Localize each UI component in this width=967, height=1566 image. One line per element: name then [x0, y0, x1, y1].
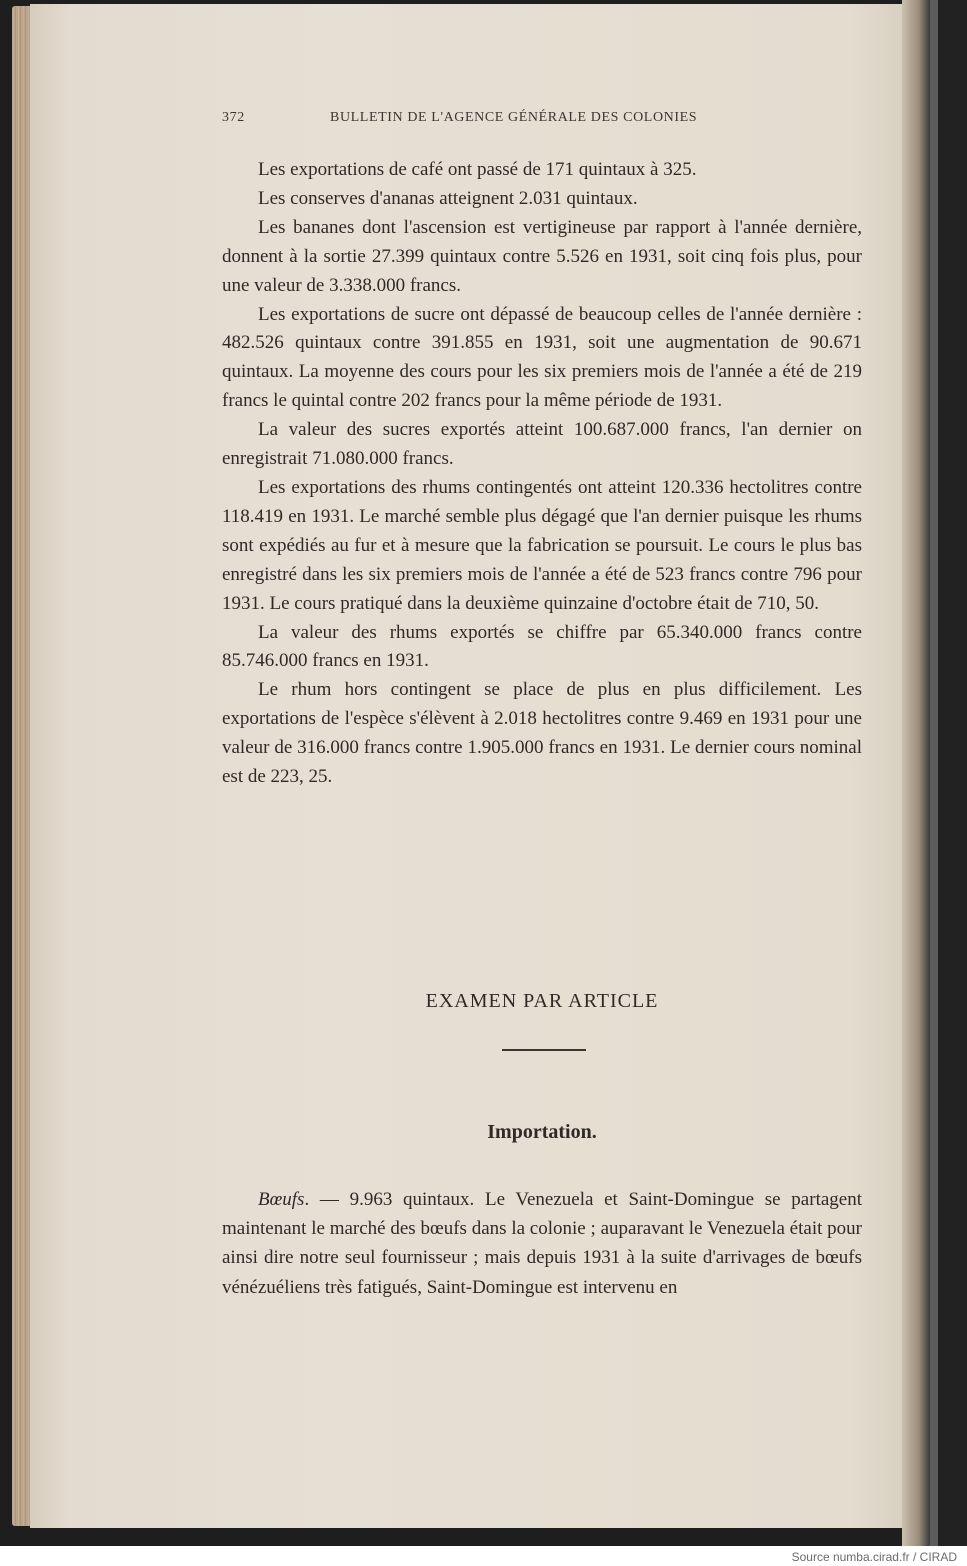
book-gutter: [902, 0, 930, 1546]
scanner-border: [930, 0, 967, 1546]
paragraph-cafe: Les exportations de café ont passé de 171 quintaux à 325.: [258, 159, 697, 180]
section-rule: [502, 1049, 586, 1051]
section-title: EXAMEN PAR ARTICLE: [425, 990, 659, 1012]
paragraph-valeur-rhums: La valeur des rhums exportés se chiffre par 65.340.000 francs contre 85.746.000 francs en 1931.: [222, 621, 862, 672]
running-title: BULLETIN DE L'AGENCE GÉNÉRALE DES COLONIES: [330, 110, 698, 125]
paragraph-valeur-sucres: La valeur des sucres exportés atteint 100.687.000 francs, l'an dernier on enregistrait 71.080.000 francs.: [222, 419, 862, 470]
page-number: 372: [222, 110, 245, 125]
paragraph-sucre: Les exportations de sucre ont dépassé de beaucoup celles de l'année dernière : 482.526 quintaux contre 391.855 en 1931, soit une augmentation de 90.671 quintaux. La moyenne des cours pour les six premiers mois de l'année a été de 219 francs le quintal contre 202 francs pour la même période de 1931.: [222, 303, 862, 412]
source-credit: Source numba.cirad.fr / CIRAD: [791, 1550, 957, 1564]
body-text-importation: [222, 1185, 862, 1302]
paragraph-rhum-hors-contingent: Le rhum hors contingent se place de plus en plus difficilement. Les exportations de l'espèce s'élèvent à 2.018 hectolitres contre 9.469 en 1931 pour une valeur de 316.000 francs contre 1.905.000 francs en 1931. Le dernier cours nominal est de 223, 25.: [222, 679, 862, 788]
paragraph-ananas: Les conserves d'ananas atteignent 2.031 quintaux.: [258, 187, 638, 209]
running-header: [222, 110, 862, 134]
paragraph-rhums: Les exportations des rhums contingentés ont atteint 120.336 hectolitres contre 118.419 en 1931. Le marché semble plus dégagé que l'an dernier puisque les rhums sont expédiés au fur et à mesure que la fabrication se poursuit. Le cours le plus bas enregistré dans les six premiers mois de l'année a été de 523 francs contre 796 pour 1931. Le cours pratiqué dans la deuxième quinzaine d'octobre était de 710, 50.: [222, 476, 862, 614]
subsection-title: Importation.: [487, 1121, 597, 1143]
paragraph-lead: Bœufs: [258, 1189, 305, 1210]
body-text: [222, 156, 862, 792]
paragraph-boeufs-text: . — 9.963 quintaux. Le Venezuela et Saint-Domingue se partagent maintenant le marché des bœufs dans la colonie ; auparavant le Venezuela était pour ainsi dire notre seul fournisseur ; mais depuis 1931 à la suite d'arrivages de bœufs vénézuéliens très fatigués, Saint-Domingue est intervenu en: [222, 1189, 862, 1298]
paragraph-boeufs: [222, 1185, 862, 1302]
paragraph-bananes: Les bananes dont l'ascension est vertigineuse par rapport à l'année dernière, donnent à la sortie 27.399 quintaux contre 5.526 en 1931, soit cinq fois plus, pour une valeur de 3.338.000 francs.: [222, 216, 862, 296]
